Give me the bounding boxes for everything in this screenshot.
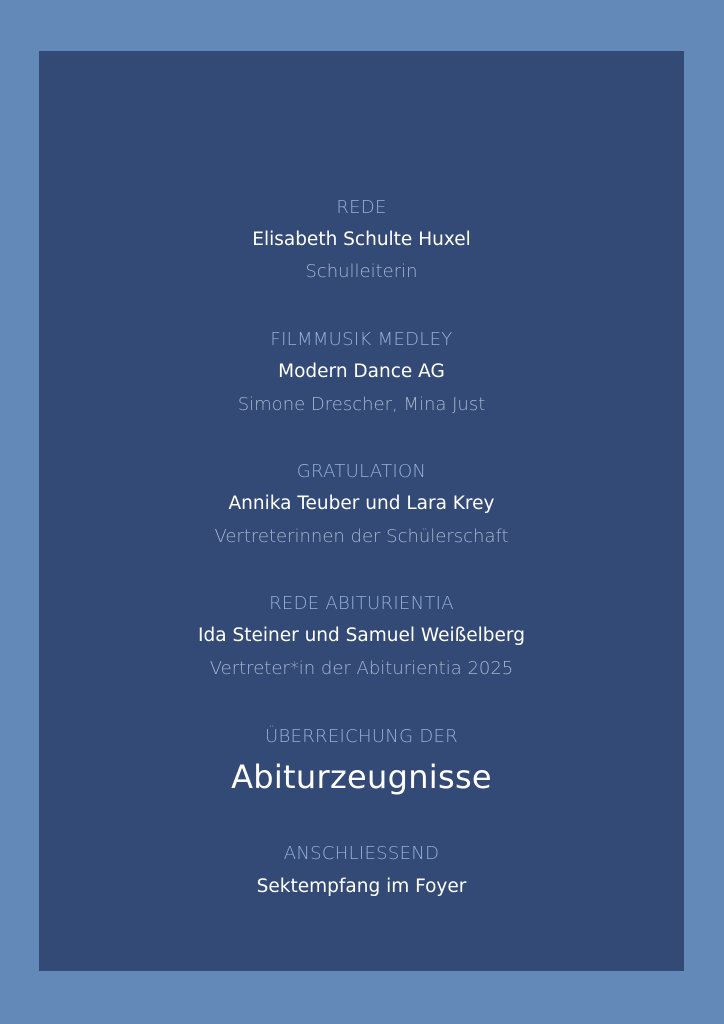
item-name-speech: Elisabeth Schulte Huxel [252, 229, 471, 250]
item-name-film-music: Modern Dance AG [278, 361, 445, 382]
item-label-congratulation: GRATULATION [296, 461, 427, 482]
item-label-graduates-speech: REDE ABITURIENTIA [269, 593, 454, 614]
item-role-congratulation: Vertreterinnen der Schülerschaft [214, 526, 509, 547]
item-role-film-music: Simone Drescher, Mina Just [237, 394, 486, 415]
item-role-speech: Schulleiterin [305, 261, 418, 282]
item-name-certificates: Abiturzeugnisse [231, 758, 492, 796]
item-name-congratulation: Annika Teuber und Lara Krey [228, 493, 495, 514]
item-role-graduates-speech: Vertreter*in der Abiturientia 2025 [209, 658, 514, 679]
item-name-graduates-speech: Ida Steiner und Samuel Weißelberg [198, 625, 525, 646]
item-name-reception: Sektempfang im Foyer [256, 876, 467, 897]
item-label-afterwards: ANSCHLIESSEND [283, 843, 440, 864]
program-card [39, 51, 684, 971]
item-label-handover: ÜBERREICHUNG DER [265, 726, 458, 747]
item-label-speech: REDE [336, 197, 387, 218]
item-label-film-music: FILMMUSIK MEDLEY [270, 329, 453, 350]
